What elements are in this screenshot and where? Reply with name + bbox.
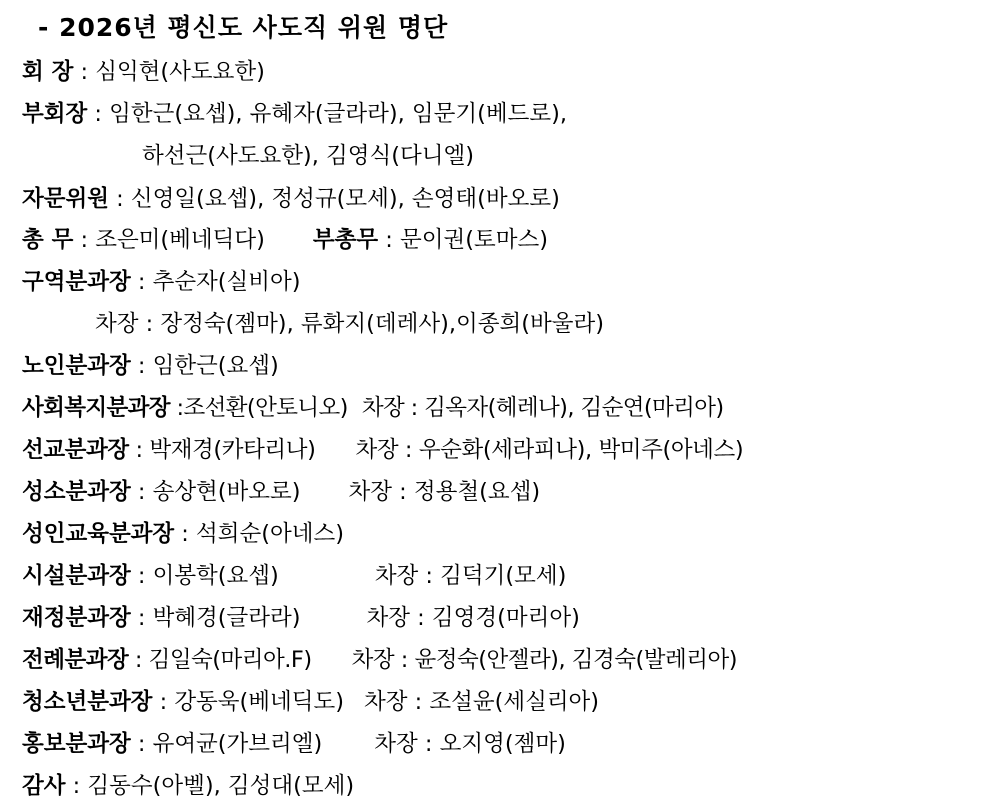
roster-row-welfare: [22, 393, 724, 423]
separator: :: [73, 227, 96, 253]
deputy-names: 차장 : 오지영(젬마): [374, 731, 566, 757]
roster-row-auditor: [22, 771, 354, 801]
role-label: 홍보분과장: [22, 731, 131, 757]
roster-row-elderly: [22, 351, 279, 381]
deputy-names: 차장 : 정용철(요셉): [348, 479, 541, 505]
member-names: 심익현(사도요한): [95, 59, 265, 85]
roster-row-youth: [22, 687, 599, 717]
separator: :: [130, 269, 153, 295]
separator: :: [130, 731, 153, 757]
separator: :: [169, 395, 184, 421]
member-names: 박재경(카타리나): [149, 437, 316, 463]
role-label: 성소분과장: [22, 479, 131, 505]
role-label: 노인분과장: [22, 353, 131, 379]
member-names: 추순자(실비아): [152, 269, 301, 295]
deputy-names: 차장 : 김덕기(모세): [374, 563, 567, 589]
role-label: 구역분과장: [22, 269, 131, 295]
role-label: 청소년분과장: [22, 689, 153, 715]
roster-row-district: [22, 267, 301, 297]
member-names: 유여균(가브리엘): [152, 731, 323, 757]
separator: :: [73, 59, 96, 85]
role-label: 전례분과장: [22, 647, 129, 673]
roster-row-vice-president-cont: [142, 141, 474, 171]
member-names: 조선환(안토니오): [183, 395, 348, 421]
roster-row-district-deputy: [95, 309, 604, 339]
member-names: 하선근(사도요한), 김영식(다니엘): [142, 143, 474, 169]
separator: :: [108, 186, 131, 212]
role-label: 사회복지분과장: [22, 395, 170, 421]
role-label: 회 장: [22, 59, 74, 85]
role-label: 부회장: [22, 101, 88, 127]
member-names: 석희순(아네스): [196, 521, 345, 547]
roster-row-publicity: [22, 729, 566, 759]
separator: :: [130, 353, 153, 379]
member-names: 차장 : 장정숙(젬마), 류화지(데레사),이종희(바울라): [95, 311, 604, 337]
separator: :: [130, 605, 153, 631]
deputy-names: 차장 : 김영경(마리아): [366, 605, 580, 631]
role-label: 성인교육분과장: [22, 521, 175, 547]
deputy-names: 차장 : 우순화(세라피나), 박미주(아네스): [355, 437, 744, 463]
separator: :: [65, 773, 88, 799]
role-label: 시설분과장: [22, 563, 131, 589]
roster-row-mission: [22, 435, 743, 465]
role-label: 자문위원: [22, 186, 109, 212]
role-label-2: 부총무: [312, 227, 379, 253]
member-names: 신영일(요셉), 정성규(모세), 손영태(바오로): [130, 186, 560, 212]
document-title: - 2026년 평신도 사도직 위원 명단: [38, 13, 449, 42]
member-names-2: 문이권(토마스): [400, 227, 548, 253]
role-label: 감사: [22, 773, 66, 799]
roster-row-president: [22, 57, 265, 87]
member-names: 박혜경(글라라): [152, 605, 301, 631]
roster-row-facilities: [22, 561, 566, 591]
separator: :: [130, 563, 153, 589]
member-names: 이봉학(요셉): [152, 563, 279, 589]
member-names: 송상현(바오로): [152, 479, 301, 505]
member-names: 김일숙(마리아.F): [148, 647, 312, 673]
separator: :: [128, 647, 149, 673]
deputy-names: 차장 : 윤정숙(안젤라), 김경숙(발레리아): [351, 647, 737, 673]
separator-2: :: [378, 227, 401, 253]
separator: :: [130, 479, 153, 505]
separator: :: [152, 689, 175, 715]
deputy-names: 차장 : 김옥자(헤레나), 김순연(마리아): [361, 395, 724, 421]
member-names: 임한근(요셉), 유혜자(글라라), 임문기(베드로),: [109, 101, 568, 127]
role-label: 총 무: [22, 227, 74, 253]
member-names: 김동수(아벨), 김성대(모세): [87, 773, 355, 799]
member-names: 조은미(베네딕다): [95, 227, 265, 253]
roster-row-secretary: [22, 225, 548, 255]
separator: :: [128, 437, 150, 463]
member-names: 강동욱(베네딕도): [174, 689, 345, 715]
roster-row-advisors: [22, 184, 560, 214]
role-label: 선교분과장: [22, 437, 129, 463]
roster-row-liturgy: [22, 645, 737, 675]
roster-row-vice-president: [22, 99, 567, 129]
roster-row-adult-education: [22, 519, 344, 549]
deputy-names: 차장 : 조설윤(세실리아): [364, 689, 600, 715]
roster-row-vocation: [22, 477, 540, 507]
member-names: 임한근(요셉): [152, 353, 279, 379]
roster-row-finance: [22, 603, 580, 633]
role-label: 재정분과장: [22, 605, 131, 631]
separator: :: [174, 521, 197, 547]
separator: :: [87, 101, 110, 127]
